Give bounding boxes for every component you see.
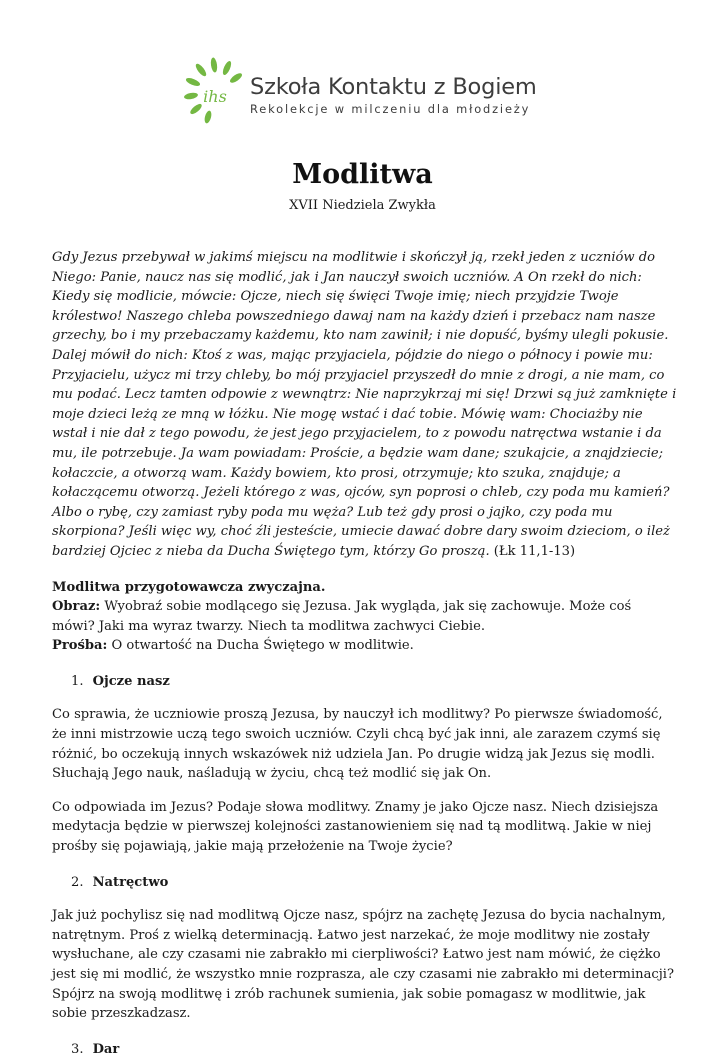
section-heading [52,873,677,893]
paragraph: Jak już pochylisz się nad modlitwą Ojcze nasz, spójrz na zachętę Jezusa do bycia nachalnym, natrętnym. Proś z wielką determinacją. Łatwo jest narzekać, że moje modlitwy nie zostały wysłuchane, ale czy czasami nie zabrakło mi cierpliwości? Łatwo jest nam mówić, że ciężko jest się mi modlić, że wszystko mnie rozprasza, ale czy czasami nie zabrakło mi determinacji? Spójrz na swoją modlitwę i zrób rachunek sumienia, jak sobie pomagasz w modlitwie, jak sobie przeszkadzasz. [52,908,674,1022]
section-title: Ojcze nasz [92,673,170,689]
prosba-label: Prośba: [52,638,108,654]
section-number: 2. [71,874,84,890]
prosba-text: O otwartość na Ducha Świętego w modlitwie. [111,638,414,654]
preparatory-prayer [52,578,677,656]
section-number: 3. [71,1041,84,1057]
page-title: Modlitwa [292,159,433,190]
gospel-text: Gdy Jezus przebywał w jakimś miejscu na modlitwie i skończył ją, rzekł jeden z uczniów do Niego: Panie, naucz nas się modlić, jak i Jan nauczył swoich uczniów. A On rzekł do nich: Kiedy się modlicie, mówcie: Ojcze, niech się święci Twoje imię; niech przyjdzie Twoje królestwo! Naszego chleba powszedniego dawaj nam na każdy dzień i przebacz nam nasze grzechy, bo i my przebaczamy każdemu, kto nam zawinił; i nie dopuść, byśmy ulegli pokusie. Dalej mówił do nich: Ktoś z was, mając przyjaciela, pójdzie do niego o północy i powie mu: Przyjacielu, użycz mi trzy chleby, bo mój przyjaciel przyszedł do mnie z drogi, a nie mam, co mu podać. Lecz tamten odpowie z wewnątrz: Nie naprzykrzaj mi się! Drzwi są już zamknięte i moje dzieci leżą ze mną w łóżku. Nie mogę wstać i dać tobie. Mówię wam: Chociażby nie wstał i nie dał z tego powodu, że jest jego przyjacielem, to z powodu natręctwa wstanie i da mu, ile potrzebuje. Ja wam powiadam: Proście, a będzie wam dane; szukajcie, a znajdziecie; kołaczcie, a otworzą wam. Każdy bowiem, kto prosi, otrzymuje; kto szuka, znajduje; a kołaczącemu otworzą. Jeżeli którego z was, ojców, syn poprosi o chleb, czy poda mu kamień? Albo o rybę, czy zamiast ryby poda mu węża? Lub też gdy prosi o jajko, czy poda mu skorpiona? Jeśli więc wy, choć źli jesteście, umiecie dawać dobre dary swoim dzieciom, o ileż bardziej Ojciec z nieba da Ducha Świętego tym, którzy Go proszą. [52,250,677,559]
section-title: Dar [92,1041,120,1057]
logo-title: Szkoła Kontaktu z Bogiem [250,74,537,100]
content [52,248,677,1059]
logo-monogram: ihs [203,87,227,106]
paragraph: Co sprawia, że uczniowie proszą Jezusa, by nauczył ich modlitwy? Po pierwsze świadomość, że inni mistrzowie uczą tego swoich uczniów. Czyli chcą być jak inni, ale zarazem czymś się różnić, bo oczekują innych wskazówek niż udziela Jan. Po drugie widzą jak Jezus się modli. Słuchają Jego nauk, naśladują w życiu, chcą też modlić się jak On. [52,707,663,782]
paragraph: Co odpowiada im Jezus? Podaje słowa modlitwy. Znamy je jako Ojcze nasz. Niech dzisiejsza medytacja będzie w pierwszej kolejności zastanowieniem się nad tą modlitwą. Jakie w niej prośby się pojawiają, jakie mają przełożenie na Twoje życie? [52,799,659,855]
section-number: 1. [71,673,84,689]
gospel-reference: (Łk 11,1-13) [493,543,576,559]
obraz-text: Wyobraź sobie modlącego się Jezusa. Jak wygląda, jak się zachowuje. Może coś mówi? Jaki ma wyraz twarzy. Niech ta modlitwa zachwyci Ciebie. [52,599,632,634]
logo-tagline: Rekolekcje w milczeniu dla młodzieży [250,102,531,116]
section-heading [52,1040,677,1059]
section-title: Natręctwo [92,874,169,890]
page-subtitle: XVII Niedziela Zwykła [289,198,436,213]
logo [184,56,544,128]
sun-logo-icon [184,56,246,124]
prep-heading: Modlitwa przygotowawcza zwyczajna. [52,579,326,595]
gospel-passage [52,248,677,562]
section-heading [52,672,677,692]
obraz-label: Obraz: [52,599,101,615]
